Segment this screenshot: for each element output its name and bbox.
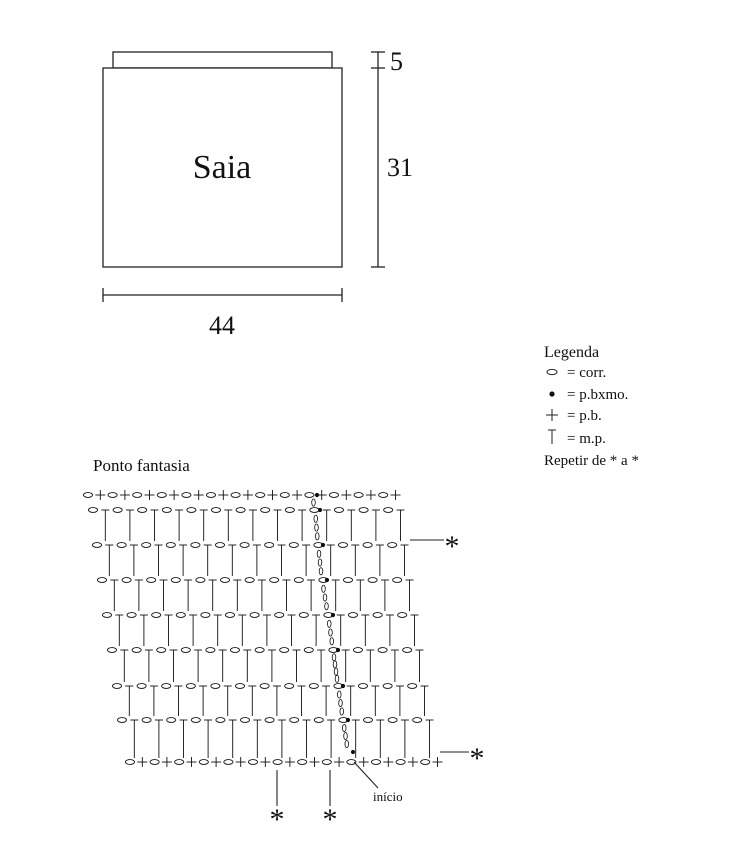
chain-stitch-icon [379, 493, 388, 498]
chain-stitch-icon [176, 613, 185, 618]
chain-stitch-icon [88, 508, 97, 513]
repeat-note: Repetir de * a * [544, 453, 639, 469]
slip-stitch-icon [351, 750, 355, 754]
legend [544, 344, 639, 469]
chain-stitch-icon [122, 578, 131, 583]
chain-stitch-icon [344, 732, 348, 739]
chain-stitch-icon [102, 613, 111, 618]
chain-stitch-icon [371, 760, 380, 765]
chain-stitch-icon [318, 559, 322, 566]
chain-stitch-icon [137, 684, 146, 689]
chain-stitch-icon [133, 493, 142, 498]
chain-stitch-icon [150, 760, 159, 765]
chain-stitch-icon [290, 718, 299, 723]
chain-stitch-icon [231, 493, 240, 498]
chain-stitch-icon [345, 740, 349, 747]
waistband-shape [113, 52, 332, 68]
repeat-asterisk: * [469, 742, 485, 775]
chain-stitch-icon [337, 691, 341, 698]
chain-stitch-icon [261, 508, 270, 513]
chain-stitch-icon [147, 578, 156, 583]
chain-stitch-icon [265, 718, 274, 723]
chain-stitch-icon [413, 718, 422, 723]
chain-stitch-icon [255, 648, 264, 653]
chain-stitch-icon [224, 760, 233, 765]
chain-stitch-icon [314, 515, 318, 522]
chain-stitch-icon [181, 648, 190, 653]
legend-title: Legenda [544, 344, 600, 361]
chain-stitch-icon [354, 493, 363, 498]
chain-stitch-icon [408, 684, 417, 689]
legend-item-text: = p.b. [567, 408, 602, 424]
chain-stitch-icon [547, 369, 557, 374]
chain-stitch-icon [132, 648, 141, 653]
chain-stitch-icon [270, 578, 279, 583]
chain-stitch-icon [216, 718, 225, 723]
repeat-asterisk: * [322, 803, 338, 836]
slip-stitch-icon [336, 648, 340, 652]
chain-stitch-icon [363, 718, 372, 723]
chain-stitch-icon [363, 543, 372, 548]
chain-stitch-icon [186, 684, 195, 689]
chain-stitch-icon [285, 684, 294, 689]
chain-stitch-icon [388, 718, 397, 723]
chain-stitch-icon [240, 543, 249, 548]
start-label: início [373, 789, 403, 804]
chain-stitch-icon [317, 550, 321, 557]
chain-stitch-icon [273, 760, 282, 765]
chain-stitch-icon [199, 760, 208, 765]
chain-stitch-icon [325, 603, 329, 610]
chain-stitch-icon [245, 578, 254, 583]
chain-stitch-icon [201, 613, 210, 618]
chain-stitch-icon [339, 699, 343, 706]
chain-stitch-icon [230, 648, 239, 653]
chain-stitch-icon [421, 760, 430, 765]
chain-stitch-icon [225, 613, 234, 618]
slip-stitch-icon [346, 718, 350, 722]
chain-stitch-icon [312, 499, 316, 506]
legend-item-text: = corr. [567, 365, 607, 381]
chain-stitch-icon [280, 493, 289, 498]
chain-stitch-icon [368, 578, 377, 583]
chain-stitch-icon [393, 578, 402, 583]
repeat-asterisk: * [444, 530, 460, 563]
waistband-dimension: 5 [390, 47, 403, 76]
chain-stitch-icon [117, 543, 126, 548]
chain-stitch-icon [342, 724, 346, 731]
chain-stitch-icon [211, 684, 220, 689]
chain-stitch-icon [240, 718, 249, 723]
chain-stitch-icon [298, 760, 307, 765]
repeat-markers [277, 540, 469, 806]
height-dimension: 31 [387, 153, 413, 182]
slip-stitch-icon [315, 493, 319, 497]
stitch-chart-grid [83, 490, 442, 767]
chain-stitch-icon [206, 493, 215, 498]
legend-item-text: = p.bxmo. [567, 387, 629, 403]
chain-stitch-icon [92, 543, 101, 548]
chain-stitch-icon [152, 613, 161, 618]
chain-stitch-icon [83, 493, 92, 498]
chain-stitch-icon [265, 543, 274, 548]
chain-stitch-icon [162, 684, 171, 689]
chain-stitch-icon [166, 543, 175, 548]
chain-stitch-icon [309, 684, 318, 689]
slip-stitch-icon [318, 508, 322, 512]
legend-item-text: = m.p. [567, 431, 606, 447]
chain-stitch-icon [334, 508, 343, 513]
chain-stitch-icon [403, 648, 412, 653]
chain-stitch-icon [304, 648, 313, 653]
chain-stitch-icon [332, 654, 336, 661]
chain-stitch-icon [142, 718, 151, 723]
chain-stitch-icon [289, 543, 298, 548]
chain-stitch-icon [235, 684, 244, 689]
chain-stitch-icon [107, 648, 116, 653]
chain-stitch-icon [125, 760, 134, 765]
skirt-label: Saia [192, 149, 252, 186]
single-crochet-icon [546, 409, 558, 421]
chain-stitch-icon [396, 760, 405, 765]
chain-stitch-icon [322, 585, 326, 592]
chain-stitch-icon [260, 684, 269, 689]
chain-stitch-icon [315, 524, 319, 531]
width-dimension: 44 [209, 311, 235, 340]
chain-stitch-icon [310, 508, 319, 513]
chain-stitch-icon [358, 684, 367, 689]
chain-stitch-icon [191, 543, 200, 548]
chain-stitch-icon [211, 508, 220, 513]
chain-stitch-icon [333, 661, 337, 668]
chain-stitch-icon [117, 718, 126, 723]
slip-stitch-icon [549, 391, 554, 396]
chain-stitch-icon [359, 508, 368, 513]
chain-stitch-icon [305, 493, 314, 498]
chain-stitch-icon [171, 578, 180, 583]
chain-stitch-icon [335, 675, 339, 682]
slip-stitch-icon [321, 543, 325, 547]
chain-stitch-icon [215, 543, 224, 548]
slip-stitch-icon [325, 578, 329, 582]
chain-stitch-icon [378, 648, 387, 653]
chain-stitch-icon [256, 493, 265, 498]
chain-stitch-icon [330, 638, 334, 645]
chain-stitch-icon [142, 543, 151, 548]
chain-stitch-icon [97, 578, 106, 583]
stitch-chart-title: Ponto fantasia [93, 456, 190, 475]
chain-stitch-icon [280, 648, 289, 653]
chain-stitch-icon [108, 493, 117, 498]
chain-stitch-icon [327, 620, 331, 627]
chain-stitch-icon [388, 543, 397, 548]
slip-stitch-icon [331, 613, 335, 617]
chain-stitch-icon [398, 613, 407, 618]
chain-stitch-icon [167, 718, 176, 723]
chain-stitch-icon [329, 629, 333, 636]
chain-stitch-icon [329, 493, 338, 498]
chain-stitch-icon [319, 568, 323, 575]
chain-stitch-icon [187, 508, 196, 513]
chain-stitch-icon [191, 718, 200, 723]
chain-stitch-icon [113, 508, 122, 513]
chain-stitch-icon [314, 718, 323, 723]
chain-stitch-icon [323, 594, 327, 601]
chain-stitch-icon [338, 543, 347, 548]
chain-stitch-icon [182, 493, 191, 498]
chain-stitch-icon [322, 760, 331, 765]
chain-stitch-icon [157, 493, 166, 498]
chain-stitch-icon [299, 613, 308, 618]
chain-stitch-icon [112, 684, 121, 689]
chain-stitch-icon [348, 613, 357, 618]
chain-stitch-icon [220, 578, 229, 583]
chain-stitch-icon [384, 508, 393, 513]
chain-stitch-icon [353, 648, 362, 653]
chain-stitch-icon [138, 508, 147, 513]
chain-stitch-icon [157, 648, 166, 653]
chain-stitch-icon [127, 613, 136, 618]
chain-stitch-icon [196, 578, 205, 583]
chain-stitch-icon [236, 508, 245, 513]
chain-stitch-icon [285, 508, 294, 513]
chain-stitch-icon [250, 613, 259, 618]
chain-stitch-icon [315, 533, 319, 540]
chain-stitch-icon [343, 578, 352, 583]
chain-stitch-icon [175, 760, 184, 765]
chain-stitch-icon [373, 613, 382, 618]
chain-stitch-icon [294, 578, 303, 583]
slip-stitch-icon [341, 684, 345, 688]
chain-stitch-icon [334, 668, 338, 675]
chain-stitch-icon [383, 684, 392, 689]
chain-stitch-icon [275, 613, 284, 618]
half-double-crochet-icon [548, 430, 556, 444]
chain-stitch-icon [162, 508, 171, 513]
chain-stitch-icon [206, 648, 215, 653]
chain-stitch-icon [248, 760, 257, 765]
start-pointer-line [354, 762, 378, 788]
chain-stitch-icon [340, 708, 344, 715]
repeat-asterisk: * [269, 803, 285, 836]
